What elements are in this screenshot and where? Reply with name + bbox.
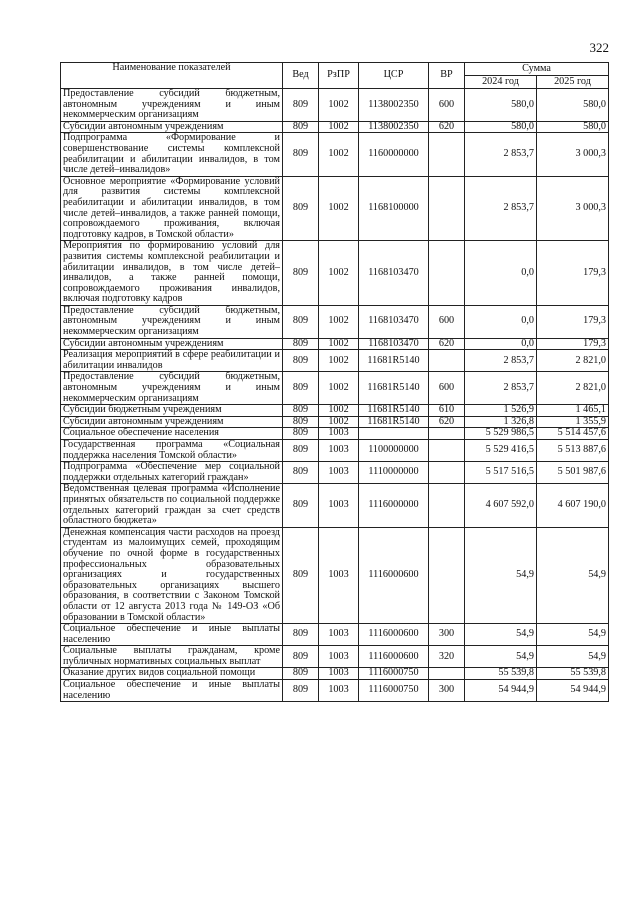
cell-vr: [429, 484, 465, 527]
cell-vr: 610: [429, 405, 465, 417]
cell-name: Социальное обеспечение населения: [61, 428, 283, 440]
cell-rzpr: 1003: [319, 484, 359, 527]
cell-ved: 809: [283, 624, 319, 646]
table-row: [61, 350, 609, 372]
cell-vr: 600: [429, 89, 465, 122]
table-row: [61, 121, 609, 133]
cell-sum-2024: 1 326,8: [465, 416, 537, 428]
cell-sum-2024: 2 853,7: [465, 350, 537, 372]
cell-sum-2025: 179,3: [537, 241, 609, 306]
cell-csr: [359, 428, 429, 440]
cell-sum-2025: 580,0: [537, 89, 609, 122]
cell-name: Государственная программа «Социальная поддержка населения Томской области»: [61, 440, 283, 462]
table-row: [61, 668, 609, 680]
cell-vr: [429, 428, 465, 440]
table-row: [61, 527, 609, 623]
cell-name: Подпрограмма «Формирование и совершенствование системы комплексной реабилитации и абилитации инвалидов, в том числе детей–инвалидов»: [61, 133, 283, 176]
cell-sum-2024: 54,9: [465, 646, 537, 668]
cell-csr: 1168103470: [359, 338, 429, 350]
cell-sum-2024: 55 539,8: [465, 668, 537, 680]
cell-vr: 620: [429, 338, 465, 350]
cell-vr: [429, 241, 465, 306]
cell-sum-2025: 580,0: [537, 121, 609, 133]
cell-sum-2025: 179,3: [537, 305, 609, 338]
cell-sum-2024: 0,0: [465, 241, 537, 306]
cell-name: Основное мероприятие «Формирование условий для развития системы комплексной реабилитации и абилитации инвалидов, в том числе детей–инвалидов, а также ранней помощи, сопровождаемого проживания, включая подготовку кадров, в Томской области»: [61, 176, 283, 241]
cell-rzpr: 1003: [319, 527, 359, 623]
cell-csr: 11681R5140: [359, 405, 429, 417]
cell-name: Предоставление субсидий бюджетным, автономным учреждениям и иным некоммерческим организациям: [61, 305, 283, 338]
cell-name: Субсидии автономным учреждениям: [61, 121, 283, 133]
cell-sum-2024: 2 853,7: [465, 133, 537, 176]
cell-sum-2024: 2 853,7: [465, 176, 537, 241]
cell-rzpr: 1003: [319, 440, 359, 462]
cell-sum-2024: 580,0: [465, 121, 537, 133]
cell-ved: 809: [283, 680, 319, 702]
budget-table: [60, 62, 609, 702]
col-header-year-2024: 2024 год: [465, 76, 537, 89]
cell-rzpr: 1002: [319, 416, 359, 428]
cell-sum-2024: 54 944,9: [465, 680, 537, 702]
page-number: 322: [589, 40, 609, 55]
col-header-name: Наименование показателей: [61, 63, 283, 89]
cell-name: Социальные выплаты гражданам, кроме публичных нормативных социальных выплат: [61, 646, 283, 668]
table-row: [61, 133, 609, 176]
cell-csr: 1168103470: [359, 241, 429, 306]
cell-ved: 809: [283, 89, 319, 122]
cell-sum-2025: 54,9: [537, 624, 609, 646]
cell-csr: 1116000600: [359, 624, 429, 646]
cell-ved: 809: [283, 176, 319, 241]
header-row: [61, 63, 609, 76]
table-row: [61, 305, 609, 338]
cell-ved: 809: [283, 462, 319, 484]
cell-sum-2025: 179,3: [537, 338, 609, 350]
cell-sum-2025: 3 000,3: [537, 176, 609, 241]
cell-vr: 300: [429, 624, 465, 646]
table-body: [61, 89, 609, 702]
table-row: [61, 241, 609, 306]
cell-csr: 1116000750: [359, 668, 429, 680]
cell-vr: 600: [429, 372, 465, 405]
table-row: [61, 462, 609, 484]
cell-sum-2025: 2 821,0: [537, 350, 609, 372]
cell-vr: [429, 462, 465, 484]
cell-name: Социальное обеспечение и иные выплаты населению: [61, 680, 283, 702]
cell-rzpr: 1002: [319, 338, 359, 350]
cell-sum-2025: 54 944,9: [537, 680, 609, 702]
cell-ved: 809: [283, 416, 319, 428]
cell-sum-2024: 0,0: [465, 305, 537, 338]
cell-sum-2024: 580,0: [465, 89, 537, 122]
col-header-sum: Сумма: [465, 63, 609, 76]
cell-rzpr: 1002: [319, 121, 359, 133]
cell-rzpr: 1002: [319, 305, 359, 338]
cell-sum-2025: 55 539,8: [537, 668, 609, 680]
cell-name: Предоставление субсидий бюджетным, автономным учреждениям и иным некоммерческим организациям: [61, 372, 283, 405]
cell-vr: 600: [429, 305, 465, 338]
cell-ved: 809: [283, 428, 319, 440]
table-row: [61, 338, 609, 350]
cell-sum-2024: 54,9: [465, 527, 537, 623]
cell-name: Предоставление субсидий бюджетным, автономным учреждениям и иным некоммерческим организациям: [61, 89, 283, 122]
cell-csr: 11681R5140: [359, 372, 429, 405]
table-row: [61, 372, 609, 405]
cell-sum-2025: 54,9: [537, 646, 609, 668]
col-header-ved: Вед: [283, 63, 319, 89]
cell-sum-2024: 5 529 416,5: [465, 440, 537, 462]
cell-name: Подпрограмма «Обеспечение мер социальной поддержки отдельных категорий граждан»: [61, 462, 283, 484]
cell-csr: 1110000000: [359, 462, 429, 484]
cell-csr: 1138002350: [359, 121, 429, 133]
cell-rzpr: 1002: [319, 133, 359, 176]
cell-sum-2025: 5 513 887,6: [537, 440, 609, 462]
cell-rzpr: 1003: [319, 624, 359, 646]
table-row: [61, 484, 609, 527]
cell-csr: 1168103470: [359, 305, 429, 338]
table-row: [61, 176, 609, 241]
cell-ved: 809: [283, 241, 319, 306]
cell-ved: 809: [283, 527, 319, 623]
col-header-rzpr: РзПР: [319, 63, 359, 89]
cell-vr: [429, 350, 465, 372]
cell-sum-2025: 2 821,0: [537, 372, 609, 405]
cell-name: Ведомственная целевая программа «Исполнение принятых обязательств по социальной поддержке отдельных категорий граждан за счет средств областного бюджета»: [61, 484, 283, 527]
cell-rzpr: 1002: [319, 176, 359, 241]
cell-csr: 11681R5140: [359, 416, 429, 428]
cell-vr: [429, 668, 465, 680]
cell-vr: 300: [429, 680, 465, 702]
cell-ved: 809: [283, 133, 319, 176]
cell-csr: 1138002350: [359, 89, 429, 122]
cell-vr: [429, 527, 465, 623]
cell-name: Денежная компенсация части расходов на проезд студентам из малоимущих семей, проходящим обучение по очной форме в государственных профессиональных образовательных организациях и государственных образовательных организациях высшего образования, в соответствии с Законом Томской области от 12 августа 2013 года № 149-ОЗ «Об образовании в Томской области»: [61, 527, 283, 623]
cell-sum-2025: 5 501 987,6: [537, 462, 609, 484]
table-row: [61, 416, 609, 428]
cell-name: Мероприятия по формированию условий для развития системы комплексной реабилитации и абилитации инвалидов, в том числе детей–инвалидов, а также ранней помощи, сопровождаемого проживания инвалидов, включая подготовку кадров: [61, 241, 283, 306]
cell-name: Субсидии автономным учреждениям: [61, 338, 283, 350]
col-header-csr: ЦСР: [359, 63, 429, 89]
cell-name: Субсидии бюджетным учреждениям: [61, 405, 283, 417]
cell-csr: 1116000600: [359, 646, 429, 668]
cell-ved: 809: [283, 350, 319, 372]
cell-ved: 809: [283, 305, 319, 338]
cell-csr: 1116000750: [359, 680, 429, 702]
table-row: [61, 680, 609, 702]
cell-sum-2025: 5 514 457,6: [537, 428, 609, 440]
cell-sum-2025: 54,9: [537, 527, 609, 623]
cell-rzpr: 1003: [319, 462, 359, 484]
cell-sum-2025: 1 465,1: [537, 405, 609, 417]
cell-ved: 809: [283, 405, 319, 417]
cell-rzpr: 1002: [319, 372, 359, 405]
table-row: [61, 428, 609, 440]
cell-vr: 620: [429, 121, 465, 133]
cell-sum-2024: 0,0: [465, 338, 537, 350]
table-row: [61, 624, 609, 646]
cell-rzpr: 1003: [319, 646, 359, 668]
table-row: [61, 646, 609, 668]
cell-ved: 809: [283, 646, 319, 668]
cell-sum-2024: 4 607 592,0: [465, 484, 537, 527]
cell-rzpr: 1003: [319, 428, 359, 440]
cell-csr: 1160000000: [359, 133, 429, 176]
cell-csr: 11681R5140: [359, 350, 429, 372]
cell-sum-2024: 2 853,7: [465, 372, 537, 405]
cell-rzpr: 1002: [319, 89, 359, 122]
cell-ved: 809: [283, 668, 319, 680]
cell-ved: 809: [283, 338, 319, 350]
cell-rzpr: 1003: [319, 668, 359, 680]
table-row: [61, 440, 609, 462]
cell-sum-2024: 54,9: [465, 624, 537, 646]
cell-rzpr: 1003: [319, 680, 359, 702]
cell-vr: [429, 133, 465, 176]
cell-ved: 809: [283, 484, 319, 527]
cell-sum-2025: 4 607 190,0: [537, 484, 609, 527]
table-row: [61, 89, 609, 122]
cell-ved: 809: [283, 440, 319, 462]
cell-rzpr: 1002: [319, 241, 359, 306]
cell-rzpr: 1002: [319, 405, 359, 417]
cell-vr: [429, 440, 465, 462]
cell-ved: 809: [283, 372, 319, 405]
cell-vr: 620: [429, 416, 465, 428]
cell-csr: 1168100000: [359, 176, 429, 241]
col-header-vr: ВР: [429, 63, 465, 89]
cell-vr: [429, 176, 465, 241]
cell-csr: 1116000600: [359, 527, 429, 623]
cell-sum-2024: 5 517 516,5: [465, 462, 537, 484]
cell-sum-2025: 3 000,3: [537, 133, 609, 176]
cell-vr: 320: [429, 646, 465, 668]
table-row: [61, 405, 609, 417]
col-header-year-2025: 2025 год: [537, 76, 609, 89]
cell-ved: 809: [283, 121, 319, 133]
cell-name: Субсидии автономным учреждениям: [61, 416, 283, 428]
cell-sum-2024: 5 529 986,5: [465, 428, 537, 440]
cell-name: Оказание других видов социальной помощи: [61, 668, 283, 680]
cell-sum-2025: 1 355,9: [537, 416, 609, 428]
cell-name: Социальное обеспечение и иные выплаты населению: [61, 624, 283, 646]
cell-name: Реализация мероприятий в сфере реабилитации и абилитации инвалидов: [61, 350, 283, 372]
cell-sum-2024: 1 526,9: [465, 405, 537, 417]
cell-csr: 1116000000: [359, 484, 429, 527]
cell-rzpr: 1002: [319, 350, 359, 372]
cell-csr: 1100000000: [359, 440, 429, 462]
